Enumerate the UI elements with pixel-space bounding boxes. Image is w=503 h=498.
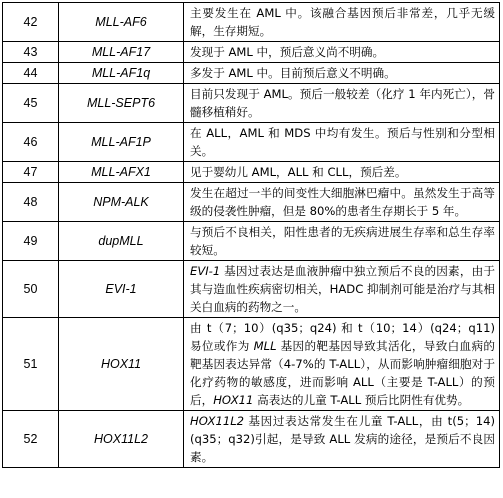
gene-name: MLL-AF1P [59,123,184,162]
row-number: 46 [3,123,59,162]
table-row [3,411,500,468]
gene-description [184,123,500,162]
gene-name: NPM-ALK [59,183,184,222]
gene-description [184,3,500,42]
description-text: 基因的靶基因导致其活化，导致白血病的靶基因表达异常（4-7%的 T-ALL），从而影响肿瘤细胞对于化疗药物的敏感度，进而影响 ALL（主要是 T-ALL）的预后， [190,339,496,407]
description-text: 高表达的儿童 T-ALL 预后比阴性有优势。 [253,393,470,407]
description-text: 主要发生在 AML 中。该融合基因预后非常差，几乎无缓解，生存期短。 [190,6,495,38]
gene-description [184,318,500,411]
row-number: 52 [3,411,59,468]
table-row [3,42,500,63]
gene-name: HOX11L2 [59,411,184,468]
gene-name: MLL-AF1q [59,63,184,84]
gene-description [184,84,500,123]
table-row [3,84,500,123]
table-row [3,123,500,162]
description-gene-term: EVI-1 [190,264,221,278]
description-text: 目前只发现于 AML。预后一般较差（化疗 1 年内死亡），骨髓移植稍好。 [190,87,495,119]
gene-description [184,261,500,318]
gene-description [184,411,500,468]
gene-name: MLL-AF17 [59,42,184,63]
description-text: 在 ALL，AML 和 MDS 中均有发生。预后与性别和分型相关。 [190,126,495,158]
description-text: 与预后不良相关，阳性患者的无疾病进展生存率和总生存率较短。 [190,225,495,257]
gene-description [184,42,500,63]
description-gene-term: MLL [253,339,277,353]
row-number: 45 [3,84,59,123]
gene-name: EVI-1 [59,261,184,318]
description-gene-term: HOX11L2 [190,414,245,428]
table-body [3,3,500,468]
description-text: 多发于 AML 中。目前预后意义不明确。 [190,66,396,80]
row-number: 50 [3,261,59,318]
gene-prognosis-table [2,2,500,468]
gene-description [184,183,500,222]
table-row [3,3,500,42]
row-number: 49 [3,222,59,261]
table-row [3,318,500,411]
description-text: 基因过表达是血液肿瘤中独立预后不良的因素，由于其与造血性疾病密切相关，HADC 抑制剂可能是治疗与其相关白血病的药物之一。 [190,264,495,314]
gene-name: MLL-SEPT6 [59,84,184,123]
gene-description [184,162,500,183]
gene-name: MLL-AFX1 [59,162,184,183]
description-text: 见于婴幼儿 AML，ALL 和 CLL，预后差。 [190,165,407,179]
description-gene-term: HOX11 [213,393,254,407]
table-row [3,183,500,222]
description-text: 发生在超过一半的间变性大细胞淋巴瘤中。虽然发生于高等级的侵袭性肿瘤，但是 80%的患者生存期长于 5 年。 [190,186,495,218]
table-row [3,162,500,183]
table-row [3,222,500,261]
table-row [3,63,500,84]
table-row [3,261,500,318]
description-text: 发现于 AML 中，预后意义尚不明确。 [190,45,385,59]
row-number: 44 [3,63,59,84]
gene-name: MLL-AF6 [59,3,184,42]
gene-description [184,63,500,84]
description-text: 由 t（7；10）(q35；q24) 和 t（10；14）(q24；q11) 易位或作为 [190,321,495,353]
row-number: 47 [3,162,59,183]
description-text: 基因过表达常发生在儿童 T-ALL，由 t(5；14)(q35；q32)引起，是导致 ALL 发病的途径，是预后不良因素。 [190,414,495,464]
gene-name: HOX11 [59,318,184,411]
gene-description [184,222,500,261]
row-number: 42 [3,3,59,42]
gene-name: dupMLL [59,222,184,261]
row-number: 43 [3,42,59,63]
row-number: 48 [3,183,59,222]
row-number: 51 [3,318,59,411]
